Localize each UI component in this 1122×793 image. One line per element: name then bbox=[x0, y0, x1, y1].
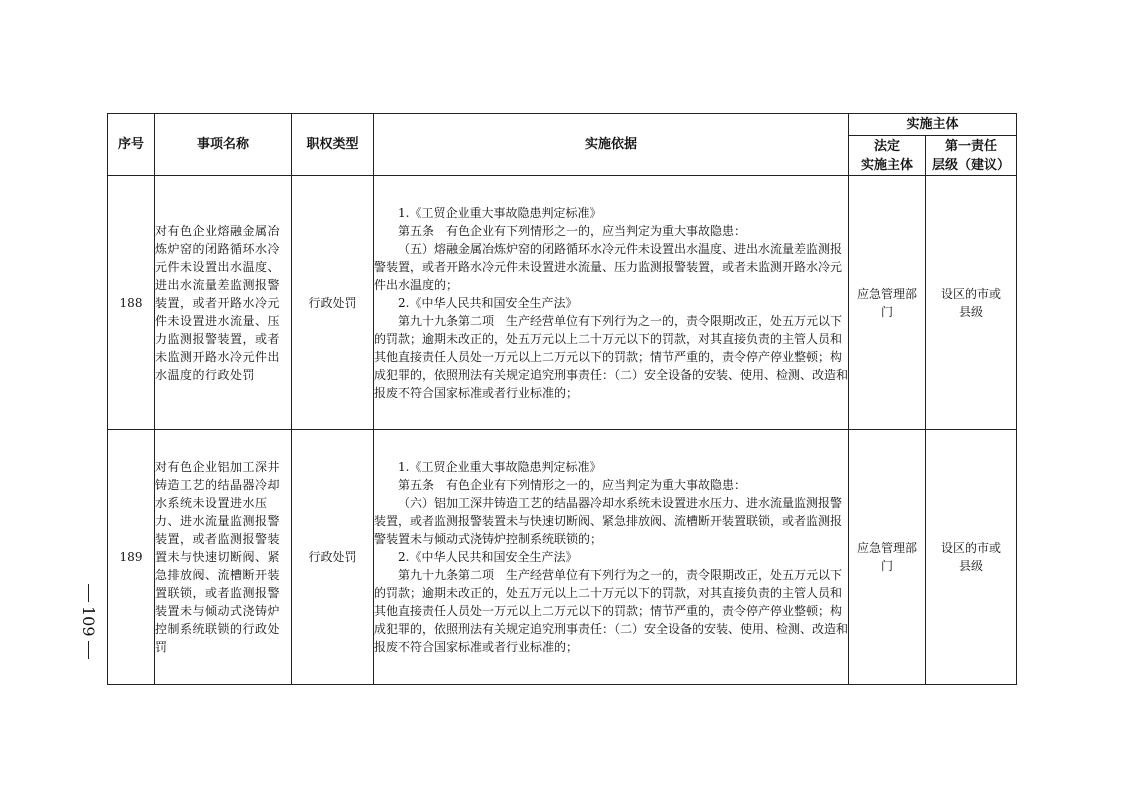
basis-paragraph: 1.《工贸企业重大事故隐患判定标准》 bbox=[398, 205, 602, 220]
basis-paragraph: 1.《工贸企业重大事故隐患判定标准》 bbox=[398, 460, 602, 474]
header-legal-subject-line1: 法定 bbox=[873, 138, 900, 154]
basis-paragraph: 第九十九条第二项 生产经营单位有下列行为之一的，责令限期改正，处五万元以下的罚款；逾期未改正的，处五万元以上二十万元以下的罚款，对其直接负责的主管人员和其他直接责任人员处一万元以上二万元以下的罚款；情节严重的，责令停产停业整顿；构成犯罪的，依照刑法有关规定追究刑事责任：（二）安全设备的安装、使用、检测、改造和报废不符合国家标准或者行业标准的； bbox=[374, 568, 849, 654]
basis-paragraph: 第九十九条第二项 生产经营单位有下列行为之一的，责令限期改正，处五万元以下的罚款；逾期未改正的，处五万元以上二十万元以下的罚款，对其直接负责的主管人员和其他直接责任人员处一万元以上二万元以下的罚款；情节严重的，责令停产停业整顿；构成犯罪的，依照刑法有关规定追究刑事责任：（二）安全设备的安装、使用、检测、改造和报废不符合国家标准或者行业标准的； bbox=[374, 313, 849, 400]
header-basis: 实施依据 bbox=[374, 114, 849, 176]
basis-paragraph: 2.《中华人民共和国安全生产法》 bbox=[398, 550, 578, 564]
basis-paragraph: 第五条 有色企业有下列情形之一的，应当判定为重大事故隐患： bbox=[398, 223, 747, 238]
row-item-name: 对有色企业铝加工深井铸造工艺的结晶器冷却水系统未设置进水压力、进水流量监测报警装置，或者监测报警装置未与快速切断阀、紧急排放阀、流槽断开装置联锁，或者监测报警装置未与倾动式浇铸炉控制系统联锁的行政处罚 bbox=[155, 430, 292, 685]
header-legal-subject bbox=[849, 136, 926, 176]
basis-paragraph: 第五条 有色企业有下列情形之一的，应当判定为重大事故隐患： bbox=[398, 478, 747, 492]
page-number-value: 109 bbox=[79, 606, 98, 637]
row-seq: 188 bbox=[108, 176, 155, 430]
header-legal-subject-line2: 实施主体 bbox=[860, 157, 913, 173]
table-row bbox=[108, 176, 1017, 430]
row-legal-subject: 应急管理部门 bbox=[849, 430, 926, 685]
header-first-level-line1: 第一责任 bbox=[945, 138, 998, 154]
page-number-dash-top bbox=[88, 584, 89, 602]
row-power-type: 行政处罚 bbox=[292, 430, 374, 685]
row-first-level: 设区的市或县级 bbox=[926, 430, 1017, 685]
row-item-name: 对有色企业熔融金属冶炼炉窑的闭路循环水冷元件未设置出水温度、进出水流量差监测报警装置，或者开路水冷元件未设置进水流量、压力监测报警装置，或者未监测开路水冷元件出水温度的行政处罚 bbox=[155, 176, 292, 430]
basis-paragraph: 2.《中华人民共和国安全生产法》 bbox=[398, 295, 578, 310]
row-power-type: 行政处罚 bbox=[292, 176, 374, 430]
basis-paragraph: （五）熔融金属冶炼炉窑的闭路循环水冷元件未设置出水温度、进出水流量差监测报警装置，或者开路水冷元件未设置进水流量、压力监测报警装置，或者未监测开路水冷元件出水温度的； bbox=[374, 241, 843, 292]
table-row bbox=[108, 430, 1017, 685]
table-header-row bbox=[108, 114, 1017, 136]
header-first-level-line2: 层级（建议） bbox=[932, 157, 1011, 173]
row-legal-subject: 应急管理部门 bbox=[849, 176, 926, 430]
row-basis bbox=[374, 176, 849, 430]
basis-paragraph: （六）铝加工深井铸造工艺的结晶器冷却水系统未设置进水压力、进水流量监测报警装置，或者监测报警装置未与快速切断阀、紧急排放阀、流槽断开装置联锁，或者监测报警装置未与倾动式浇铸炉控制系统联锁的； bbox=[374, 496, 843, 546]
header-subject: 实施主体 bbox=[849, 114, 1017, 136]
row-seq: 189 bbox=[108, 430, 155, 685]
header-item-name: 事项名称 bbox=[155, 114, 292, 176]
header-seq: 序号 bbox=[108, 114, 155, 176]
header-power-type: 职权类型 bbox=[292, 114, 374, 176]
penalty-items-table bbox=[107, 113, 1017, 685]
page-number-dash-bottom bbox=[88, 641, 89, 659]
header-first-level bbox=[926, 136, 1017, 176]
page-number bbox=[78, 580, 98, 680]
row-basis bbox=[374, 430, 849, 685]
row-first-level: 设区的市或县级 bbox=[926, 176, 1017, 430]
